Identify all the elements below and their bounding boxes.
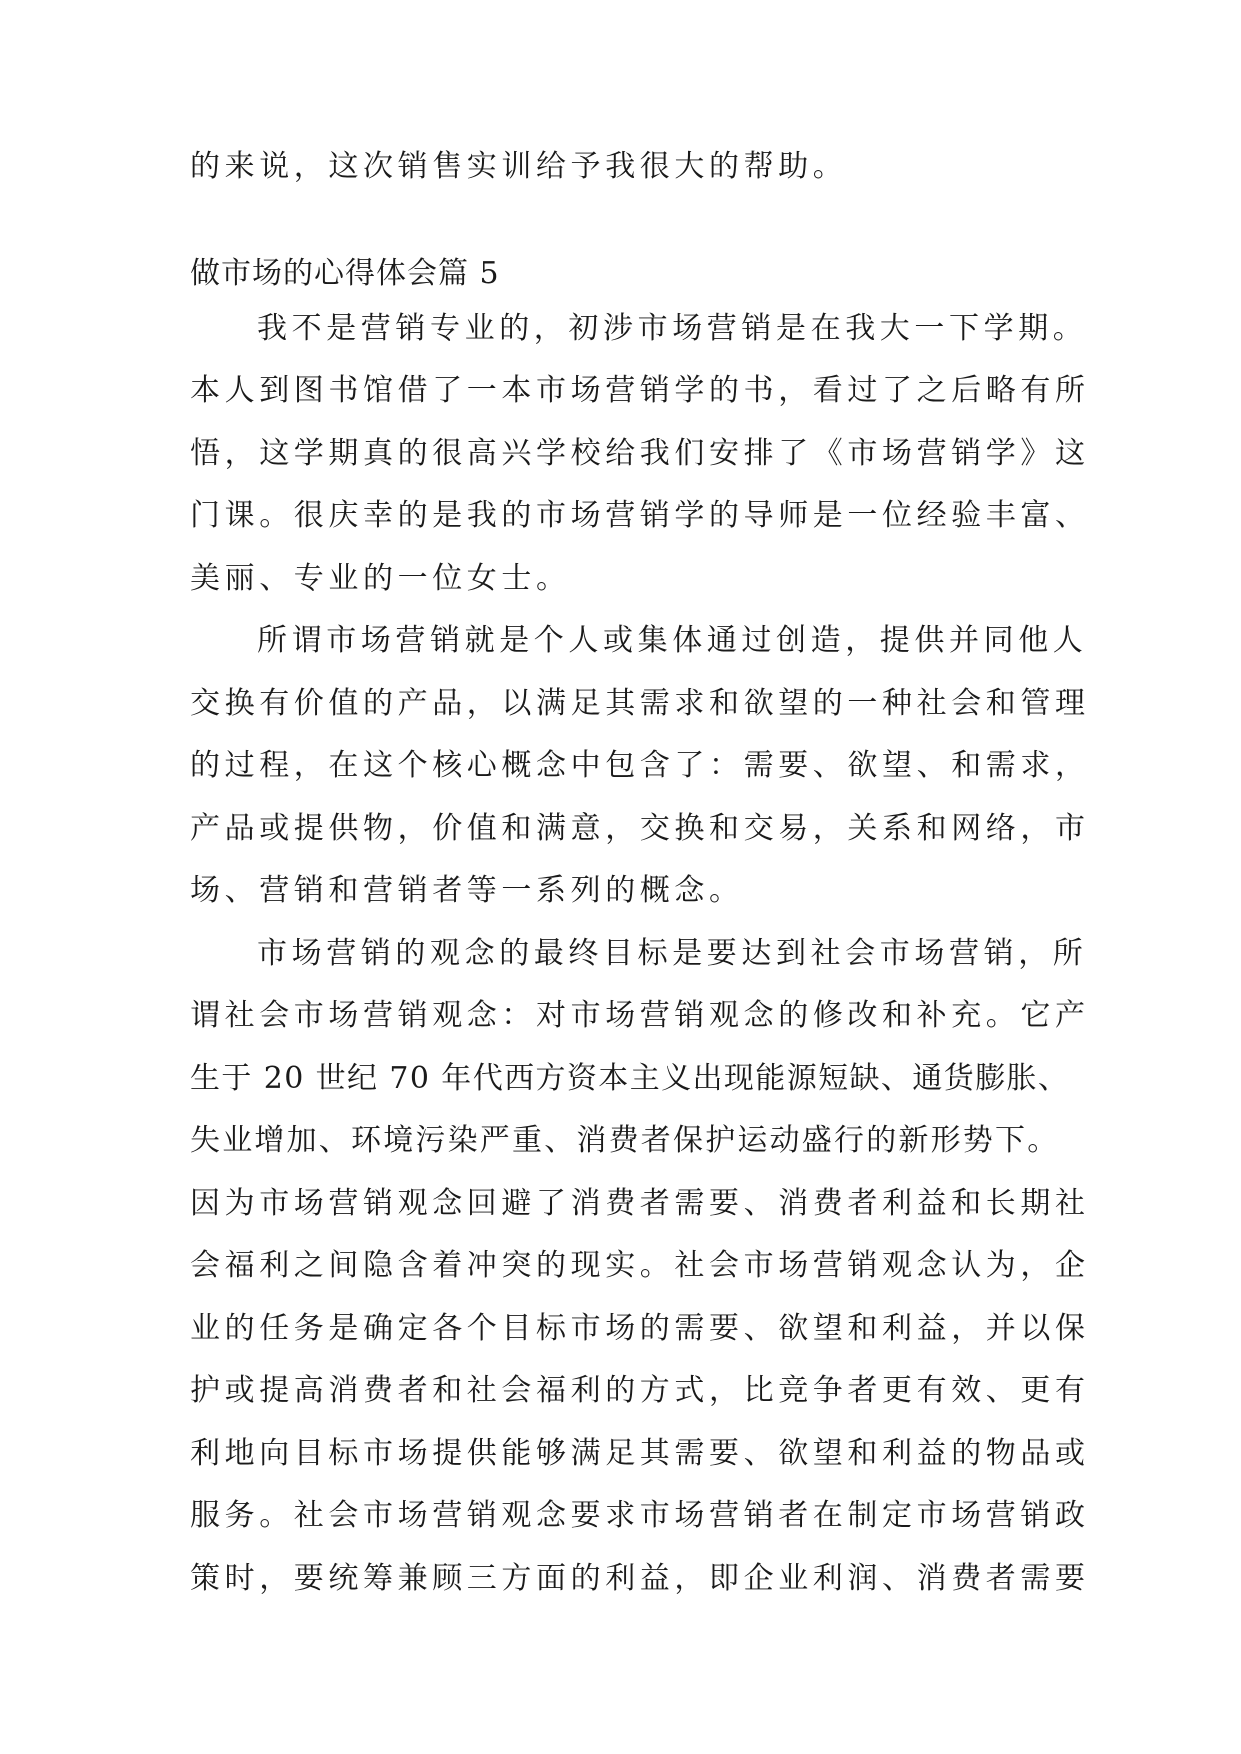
paragraph-line: 服务。社会市场营销观念要求市场营销者在制定市场营销政	[190, 1498, 1090, 1533]
paragraph-line: 本人到图书馆借了一本市场营销学的书，看过了之后略有所	[190, 373, 1090, 408]
paragraph-line: 交换有价值的产品，以满足其需求和欲望的一种社会和管理	[190, 686, 1090, 721]
paragraph-line: 的来说，这次销售实训给予我很大的帮助。	[190, 149, 848, 184]
paragraph-line: 谓社会市场营销观念：对市场营销观念的修改和补充。它产	[190, 998, 1090, 1033]
paragraph-line: 策时，要统筹兼顾三方面的利益，即企业利润、消费者需要	[190, 1561, 1090, 1596]
paragraph-line: 门课。很庆幸的是我的市场营销学的导师是一位经验丰富、	[190, 498, 1090, 533]
paragraph-line: 我不是营销专业的，初涉市场营销是在我大一下学期。	[257, 311, 1088, 346]
paragraph-line: 护或提高消费者和社会福利的方式，比竞争者更有效、更有	[190, 1373, 1090, 1408]
paragraph-line: 生于 20 世纪 70 年代西方资本主义出现能源短缺、通货膨胀、	[190, 1061, 1070, 1096]
paragraph-line: 市场营销的观念的最终目标是要达到社会市场营销，所	[257, 936, 1088, 971]
paragraph-line: 悟，这学期真的很高兴学校给我们安排了《市场营销学》这	[190, 436, 1090, 471]
section-heading: 做市场的心得体会篇 5	[190, 256, 500, 291]
paragraph-line: 场、营销和营销者等一系列的概念。	[190, 873, 744, 908]
paragraph-line: 的过程，在这个核心概念中包含了：需要、欲望、和需求，	[190, 748, 1090, 783]
paragraph-line: 业的任务是确定各个目标市场的需要、欲望和利益，并以保	[190, 1311, 1090, 1346]
paragraph-line: 所谓市场营销就是个人或集体通过创造，提供并同他人	[257, 623, 1088, 658]
paragraph-line: 因为市场营销观念回避了消费者需要、消费者利益和长期社	[190, 1186, 1090, 1221]
paragraph-line: 产品或提供物，价值和满意，交换和交易，关系和网络，市	[190, 811, 1090, 846]
paragraph-line: 失业增加、环境污染严重、消费者保护运动盛行的新形势下。	[190, 1123, 1060, 1158]
paragraph-line: 会福利之间隐含着冲突的现实。社会市场营销观念认为，企	[190, 1248, 1090, 1283]
paragraph-line: 利地向目标市场提供能够满足其需要、欲望和利益的物品或	[190, 1436, 1090, 1471]
paragraph-line: 美丽、专业的一位女士。	[190, 561, 571, 596]
